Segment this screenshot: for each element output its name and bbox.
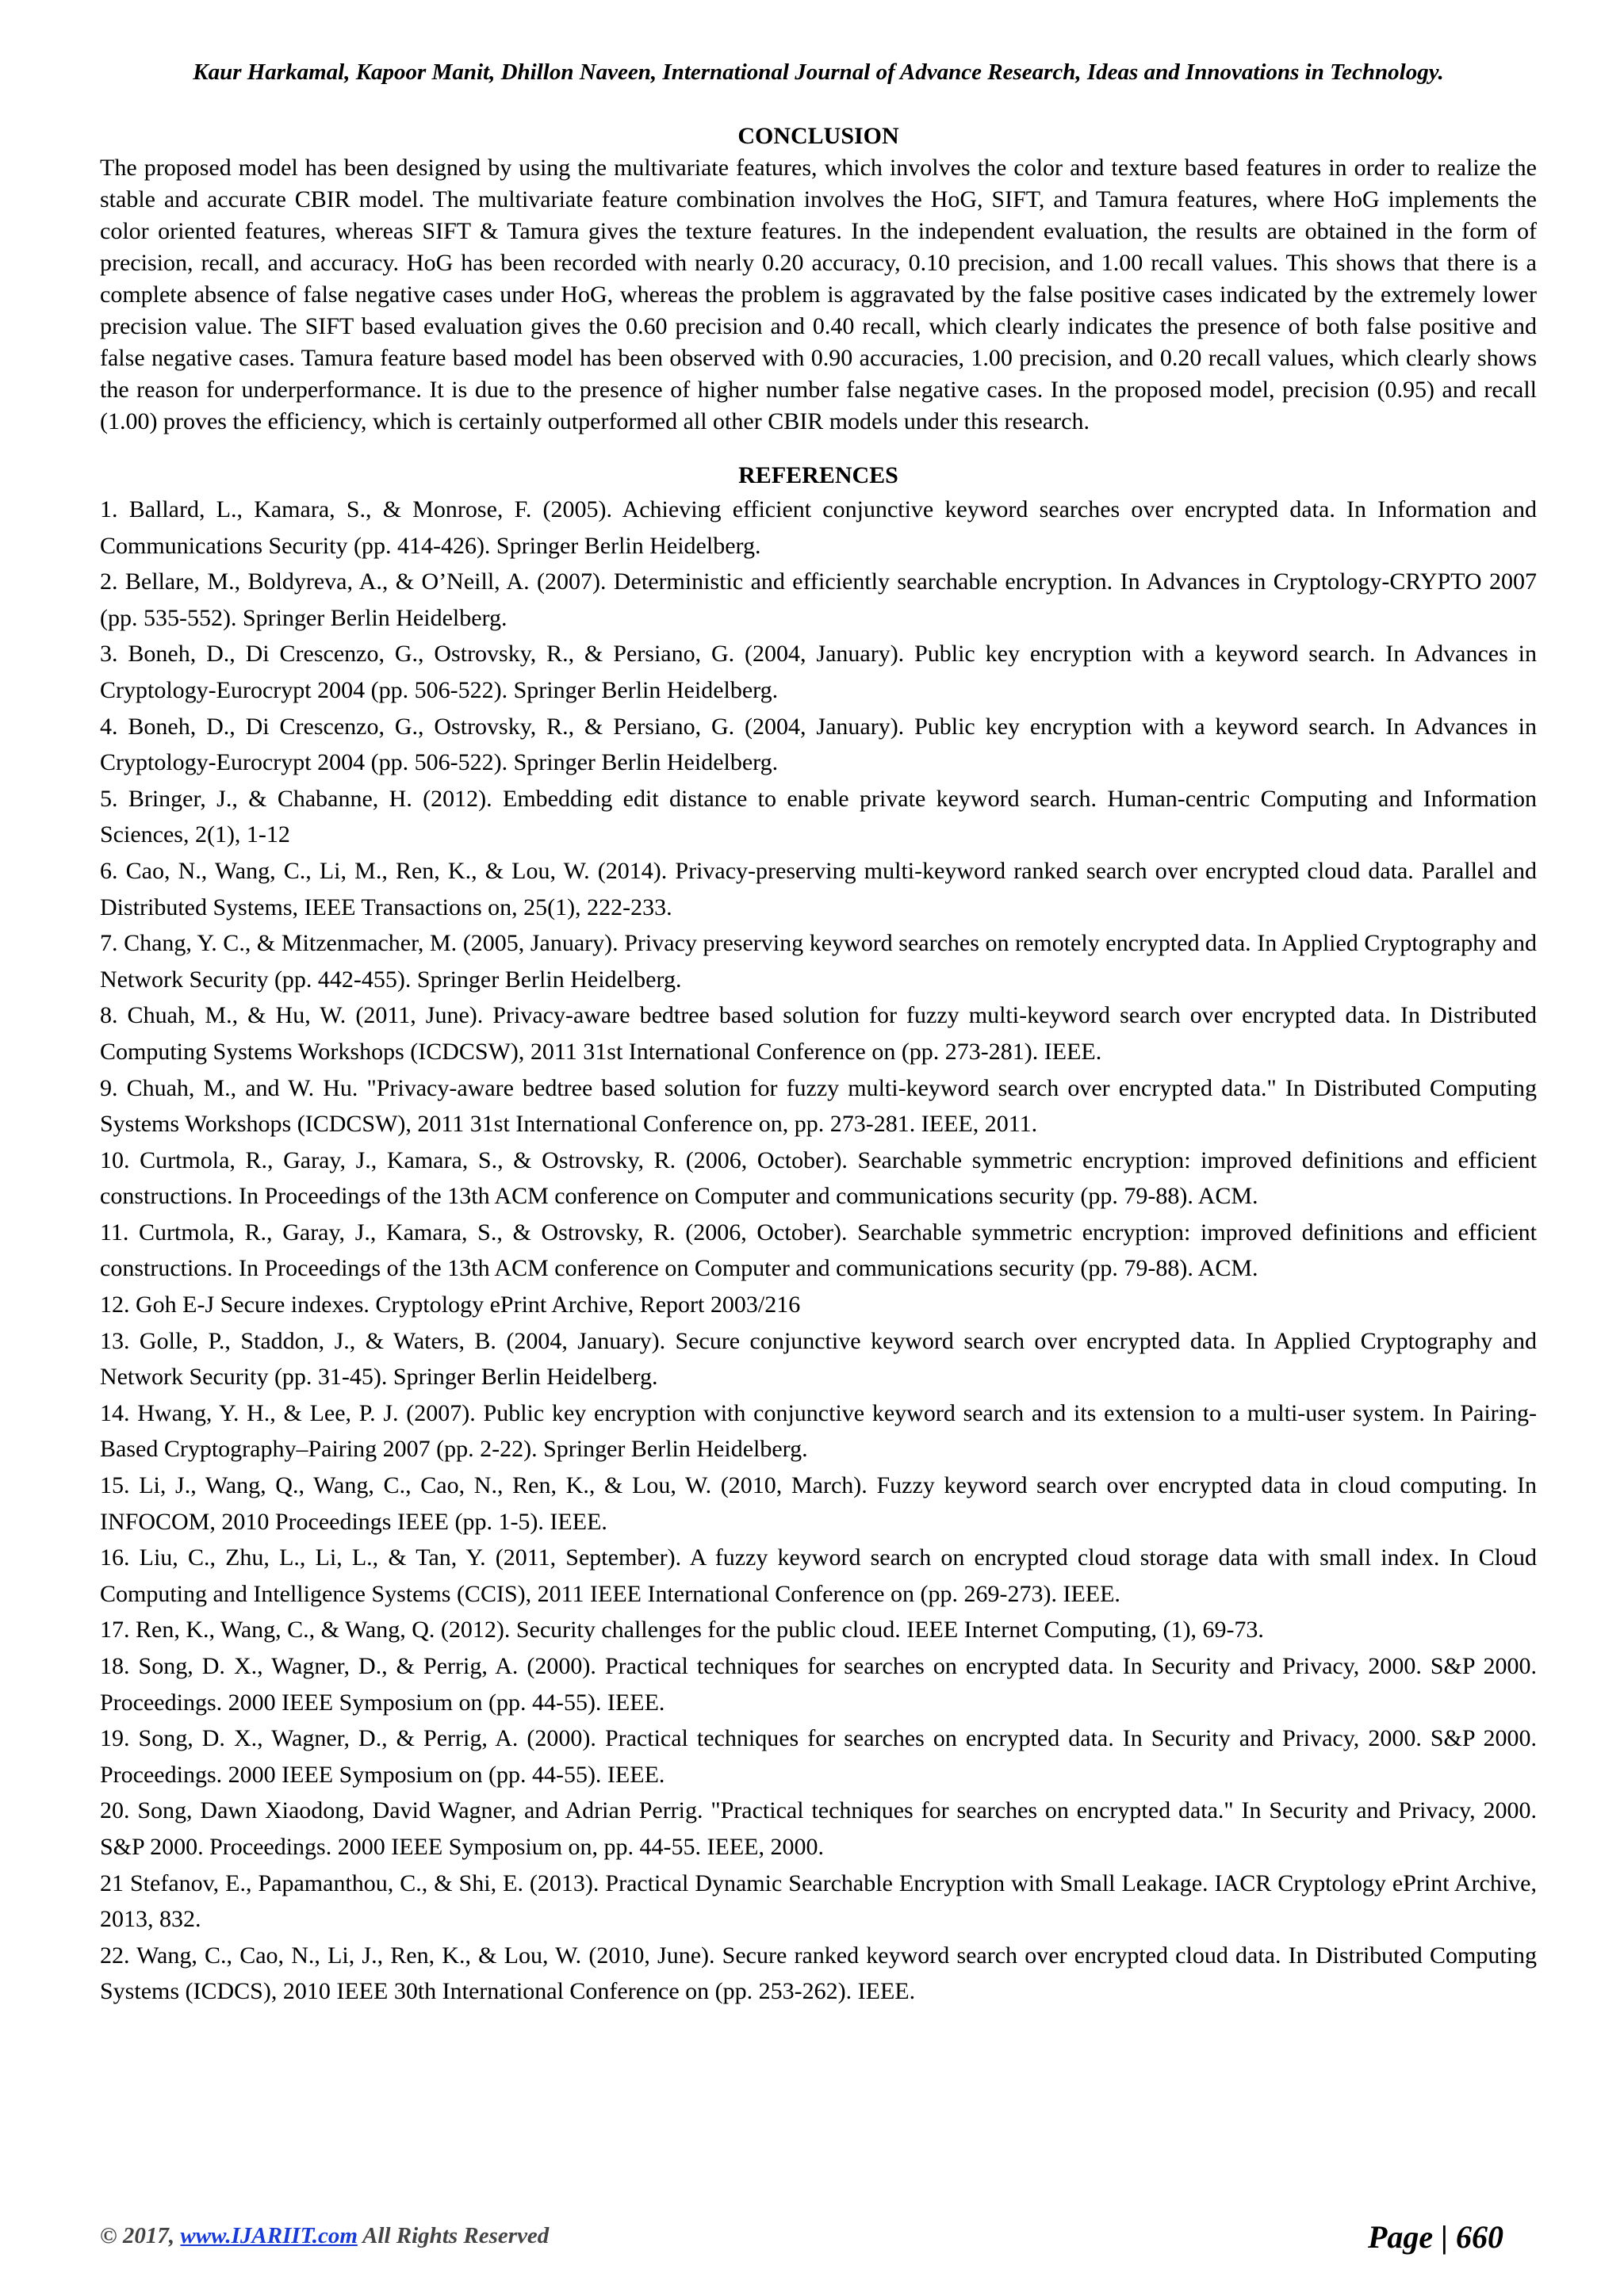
reference-item: 22. Wang, C., Cao, N., Li, J., Ren, K., & Lou, W. (2010, June). Secure ranked keyword search over encrypted cloud data. In Distributed Computing Systems (ICDCS), 2010 IEEE 30th International Conference on (pp. 253-262). IEEE. — [100, 1942, 1537, 2005]
reference-item: 19. Song, D. X., Wagner, D., & Perrig, A. (2000). Practical techniques for searches on encrypted data. In Security and Privacy, 2000. S&P 2000. Proceedings. 2000 IEEE Symposium on (pp. 44-55). IEEE. — [100, 1725, 1537, 1788]
reference-item: 16. Liu, C., Zhu, L., Li, L., & Tan, Y. (2011, September). A fuzzy keyword search on encrypted cloud storage data with small index. In Cloud Computing and Intelligence Systems (CCIS), 2011 IEEE International Conference on (pp. 269-273). IEEE. — [100, 1544, 1537, 1607]
reference-item: 1. Ballard, L., Kamara, S., & Monrose, F. (2005). Achieving efficient conjunctive keyword searches over encrypted data. In Information and Communications Security (pp. 414-426). Springer Berlin Heidelberg. — [100, 496, 1537, 559]
references-heading: REFERENCES — [738, 462, 898, 488]
reference-item: 21 Stefanov, E., Papamanthou, C., & Shi, E. (2013). Practical Dynamic Searchable Encryption with Small Leakage. IACR Cryptology ePrint Archive, 2013, 832. — [100, 1869, 1537, 1933]
copyright-suffix: All Rights Reserved — [357, 2223, 550, 2248]
reference-item: 18. Song, D. X., Wagner, D., & Perrig, A. (2000). Practical techniques for searches on encrypted data. In Security and Privacy, 2000. S&P 2000. Proceedings. 2000 IEEE Symposium on (pp. 44-55). IEEE. — [100, 1653, 1537, 1716]
reference-item: 12. Goh E-J Secure indexes. Cryptology ePrint Archive, Report 2003/216 — [100, 1292, 801, 1318]
page-content — [100, 57, 1537, 2010]
reference-item: 20. Song, Dawn Xiaodong, David Wagner, and Adrian Perrig. "Practical techniques for searches on encrypted data." In Security and Privacy, 2000. S&P 2000. Proceedings. 2000 IEEE Symposium on, pp. 44-55. IEEE, 2000. — [100, 1797, 1537, 1860]
reference-item: 5. Bringer, J., & Chabanne, H. (2012). Embedding edit distance to enable private keyword search. Human-centric Computing and Information Sciences, 2(1), 1-12 — [100, 785, 1537, 848]
reference-item: 3. Boneh, D., Di Crescenzo, G., Ostrovsky, R., & Persiano, G. (2004, January). Public key encryption with a keyword search. In Advances in Cryptology-Eurocrypt 2004 (pp. 506-522). Springer Berlin Heidelberg. — [100, 641, 1537, 703]
copyright-notice — [100, 2223, 549, 2249]
reference-item: 6. Cao, N., Wang, C., Li, M., Ren, K., & Lou, W. (2014). Privacy-preserving multi-keyword ranked search over encrypted cloud data. Parallel and Distributed Systems, IEEE Transactions on, 25(1), 222-233. — [100, 857, 1537, 920]
conclusion-paragraph: The proposed model has been designed by using the multivariate features, which involves the color and texture based features in order to realize the stable and accurate CBIR model. The multivariate feature combination involves the HoG, SIFT, and Tamura features, where HoG implements the color oriented features, whereas SIFT & Tamura gives the texture features. In the independent evaluation, the results are obtained in the form of precision, recall, and accuracy. HoG has been recorded with nearly 0.20 accuracy, 0.10 precision, and 1.00 recall values. This shows that there is a complete absence of false negative cases under HoG, whereas the problem is aggravated by the false positive cases indicated by the extremely lower precision value. The SIFT based evaluation gives the 0.60 precision and 0.40 recall, which clearly indicates the presence of both false positive and false negative cases. Tamura feature based model has been observed with 0.90 accuracies, 1.00 precision, and 0.20 recall values, which clearly shows the reason for underperformance. It is due to the presence of higher number false negative cases. In the proposed model, precision (0.95) and recall (1.00) proves the efficiency, which is certainly outperformed all other CBIR models under this research. — [100, 155, 1537, 434]
page-number: Page | 660 — [1368, 2219, 1503, 2255]
reference-list — [100, 492, 1537, 2010]
reference-item: 11. Curtmola, R., Garay, J., Kamara, S., & Ostrovsky, R. (2006, October). Searchable symmetric encryption: improved definitions and efficient constructions. In Proceedings of the 13th ACM conference on Computer and communications security (pp. 79-88). ACM. — [100, 1219, 1537, 1282]
reference-item: 14. Hwang, Y. H., & Lee, P. J. (2007). Public key encryption with conjunctive keyword search and its extension to a multi-user system. In Pairing-Based Cryptography–Pairing 2007 (pp. 2-22). Springer Berlin Heidelberg. — [100, 1399, 1537, 1463]
reference-item: 8. Chuah, M., & Hu, W. (2011, June). Privacy-aware bedtree based solution for fuzzy multi-keyword search over encrypted data. In Distributed Computing Systems Workshops (ICDCSW), 2011 31st International Conference on (pp. 273-281). IEEE. — [100, 1002, 1537, 1065]
site-link[interactable]: www.IJARIIT.com — [180, 2223, 358, 2248]
reference-item: 10. Curtmola, R., Garay, J., Kamara, S., & Ostrovsky, R. (2006, October). Searchable symmetric encryption: improved definitions and efficient constructions. In Proceedings of the 13th ACM conference on Computer and communications security (pp. 79-88). ACM. — [100, 1146, 1537, 1210]
reference-item: 9. Chuah, M., and W. Hu. "Privacy-aware bedtree based solution for fuzzy multi-keyword search over encrypted data." In Distributed Computing Systems Workshops (ICDCSW), 2011 31st International Conference on, pp. 273-281. IEEE, 2011. — [100, 1074, 1537, 1138]
reference-item: 17. Ren, K., Wang, C., & Wang, Q. (2012). Security challenges for the public cloud. IEEE Internet Computing, (1), 69-73. — [100, 1617, 1264, 1644]
reference-item: 4. Boneh, D., Di Crescenzo, G., Ostrovsky, R., & Persiano, G. (2004, January). Public key encryption with a keyword search. In Advances in Cryptology-Eurocrypt 2004 (pp. 506-522). Springer Berlin Heidelberg. — [100, 713, 1537, 776]
reference-item: 7. Chang, Y. C., & Mitzenmacher, M. (2005, January). Privacy preserving keyword searches on remotely encrypted data. In Applied Cryptography and Network Security (pp. 442-455). Springer Berlin Heidelberg. — [100, 930, 1537, 993]
reference-item: 15. Li, J., Wang, Q., Wang, C., Cao, N., Ren, K., & Lou, W. (2010, March). Fuzzy keyword search over encrypted data in cloud computing. In INFOCOM, 2010 Proceedings IEEE (pp. 1-5). IEEE. — [100, 1472, 1537, 1535]
reference-item: 13. Golle, P., Staddon, J., & Waters, B. (2004, January). Secure conjunctive keyword search over encrypted data. In Applied Cryptography and Network Security (pp. 31-45). Springer Berlin Heidelberg. — [100, 1327, 1537, 1391]
copyright-prefix: © 2017, — [100, 2223, 181, 2248]
running-head: Kaur Harkamal, Kapoor Manit, Dhillon Naveen, International Journal of Advance Research, Ideas and Innovations in Technology. — [193, 59, 1444, 85]
conclusion-heading: CONCLUSION — [737, 123, 899, 149]
reference-item: 2. Bellare, M., Boldyreva, A., & O’Neill, A. (2007). Deterministic and efficiently searchable encryption. In Advances in Cryptology-CRYPTO 2007 (pp. 535-552). Springer Berlin Heidelberg. — [100, 568, 1537, 631]
